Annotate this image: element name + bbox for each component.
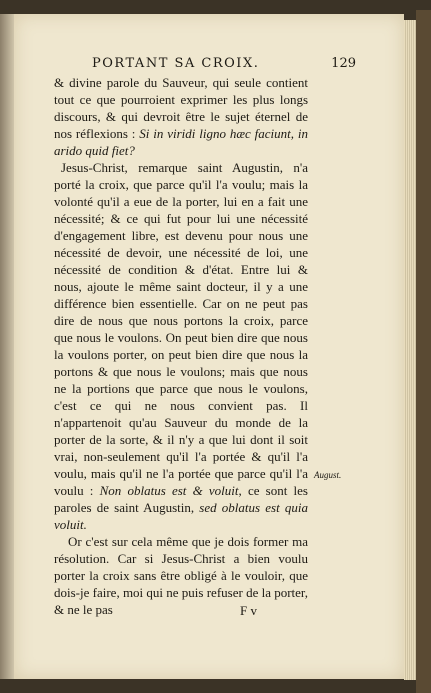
paragraph xyxy=(54,159,308,533)
latin-quote: sed oblatus est quia voluit. xyxy=(54,500,308,532)
latin-quote: Si in viridi ligno hæc faciunt, in arido quid fiet? xyxy=(54,126,308,158)
signature-mark: F v xyxy=(240,603,257,618)
body-text xyxy=(54,74,308,618)
text-segment: , ce sont les paroles de saint Augustin, xyxy=(54,483,308,515)
text-segment: Jesus-Christ, remarque saint Augustin, n'a porté la croix, que parce qu'il l'a voulu; mais la volonté qu'il a eue de la porter, lui en a fait une nécessité; & ce qui fut pour lui une nécessité d'engagement libre, est devenu pour nous une nécessité de devoir, une nécessité de loi, une nécessité de condition & d'état. Entre lui & nous, ajoute le même saint docteur, il y a une différence bien essentielle. Car on ne peut pas dire de nous que nous portons la croix, parce que nous le voulons. On peut bien dire que nous la voulons porter, on peut bien dire que nous la portons & que nous le voulons; mais que nous ne la portions que parce que nous le voulons, c'est ce qui ne nous convient pas. Il n'appartenoit qu'au Sauveur du monde de la porter de la sorte, & il n'y a que lui dont il soit vrai, non-seulement qu'il l'a portée & qu'il l'a voulu, mais qu'il ne l'a portée que parce qu'il l'a voulu : xyxy=(54,160,308,498)
running-title: PORTANT SA CROIX. xyxy=(92,56,260,71)
page-number: 129 xyxy=(331,56,356,71)
page-edges xyxy=(404,20,416,680)
text-segment: & divine parole du Sauveur, qui seule contient tout ce que pourroient exprimer les plus longs discours, & qui devroit être le sujet éternel de nos réflexions : xyxy=(54,75,308,141)
latin-quote: Non oblatus est & voluit xyxy=(99,483,239,498)
text-segment: Or c'est sur cela même que je dois former ma résolution. Car si Jesus-Christ a bien voulu porter la croix sans être obligé à le vouloir, que dois-je faire, moi qui ne puis refuser de la porter, & ne le pas xyxy=(54,534,308,617)
paragraph xyxy=(54,533,308,618)
margin-note: August. xyxy=(314,470,342,480)
book-cover xyxy=(416,10,431,693)
paragraph xyxy=(54,74,308,159)
